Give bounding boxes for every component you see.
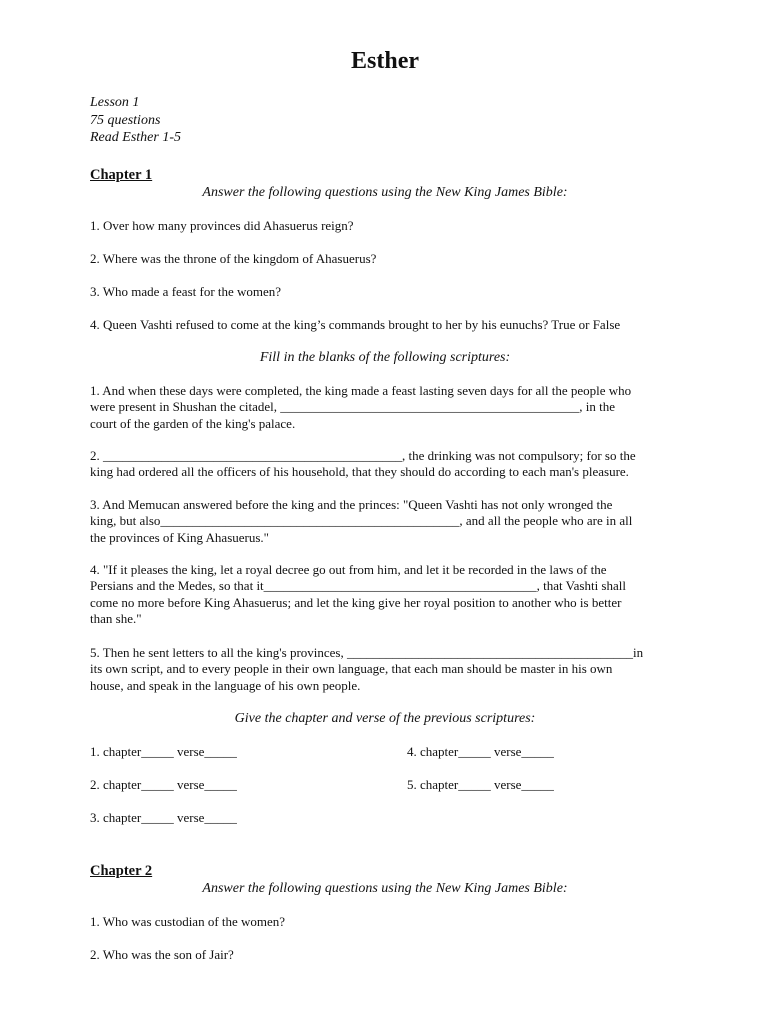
verse-ref-5: 5. chapter_____ verse_____ [407, 777, 554, 792]
scripture-blank-3 [90, 497, 682, 546]
chapter-2-question: 2. Who was the son of Jair? [90, 947, 234, 962]
verse-ref-1: 1. chapter_____ verse_____ [90, 744, 237, 759]
reading-assignment: Read Esther 1-5 [90, 130, 181, 145]
verse-ref-3: 3. chapter_____ verse_____ [90, 810, 237, 825]
chapter-2-question: 1. Who was custodian of the women? [90, 914, 286, 929]
verse-ref-4: 4. chapter_____ verse_____ [407, 744, 554, 759]
fill-in-instruction: Fill in the blanks of the following scriptures: [259, 350, 511, 365]
scripture-line: 3. And Memucan answered before the king and the princes: "Queen Vashti has not only wronged the [90, 497, 613, 512]
scripture-blank-2 [90, 448, 682, 481]
chapter-1-answer-instruction: Answer the following questions using the New King James Bible: [202, 185, 568, 200]
chapter-2-heading: Chapter 2 [90, 863, 153, 879]
scripture-line: come no more before King Ahasuerus; and let the king give her royal position to another who is better [90, 594, 622, 610]
scripture-line: king had ordered all the officers of his household, that they should do according to each man's pleasure. [90, 464, 629, 480]
lesson-number: Lesson 1 [90, 95, 140, 110]
verse-ref-2: 2. chapter_____ verse_____ [90, 777, 237, 792]
scripture-line: king, but also______________________________________________, and all the people who are in all [90, 513, 633, 529]
scripture-line: court of the garden of the king's palace. [90, 415, 296, 431]
scripture-blank-5 [90, 645, 682, 694]
scripture-blank-4 [90, 562, 682, 627]
scripture-line: Persians and the Medes, so that it__________________________________________, that Vashti shall [90, 578, 626, 594]
scripture-line: were present in Shushan the citadel, ______________________________________________, in the [90, 399, 615, 415]
scripture-line: 1. And when these days were completed, the king made a feast lasting seven days for all the people who [90, 383, 632, 398]
chapter-2-answer-instruction: Answer the following questions using the New King James Bible: [202, 881, 568, 896]
chapter-1-question: 4. Queen Vashti refused to come at the king’s commands brought to her by his eunuchs? True or False [90, 317, 621, 332]
chapter-1-question: 3. Who made a feast for the women? [90, 284, 282, 299]
chapter-1-question: 1. Over how many provinces did Ahasuerus reign? [90, 218, 354, 233]
scripture-line: its own script, and to every people in their own language, that each man should be master in his own [90, 661, 613, 677]
document-title: Esther [351, 48, 419, 74]
scripture-line: house, and speak in the language of his own people. [90, 677, 361, 693]
verse-instruction: Give the chapter and verse of the previous scriptures: [234, 711, 536, 726]
scripture-line: than she." [90, 610, 142, 626]
chapter-1-question: 2. Where was the throne of the kingdom of Ahasuerus? [90, 251, 377, 266]
scripture-line: the provinces of King Ahasuerus." [90, 529, 269, 545]
chapter-1-heading: Chapter 1 [90, 167, 153, 183]
scripture-line: 2. ______________________________________________, the drinking was not compulsory; for so the [90, 448, 636, 463]
scripture-blank-1 [90, 383, 682, 432]
scripture-line: 5. Then he sent letters to all the king's provinces, ____________________________________________in [90, 645, 644, 660]
question-count: 75 questions [90, 112, 161, 128]
scripture-line: 4. "If it pleases the king, let a royal decree go out from him, and let it be recorded in the laws of the [90, 562, 607, 577]
lesson-info [90, 94, 181, 147]
